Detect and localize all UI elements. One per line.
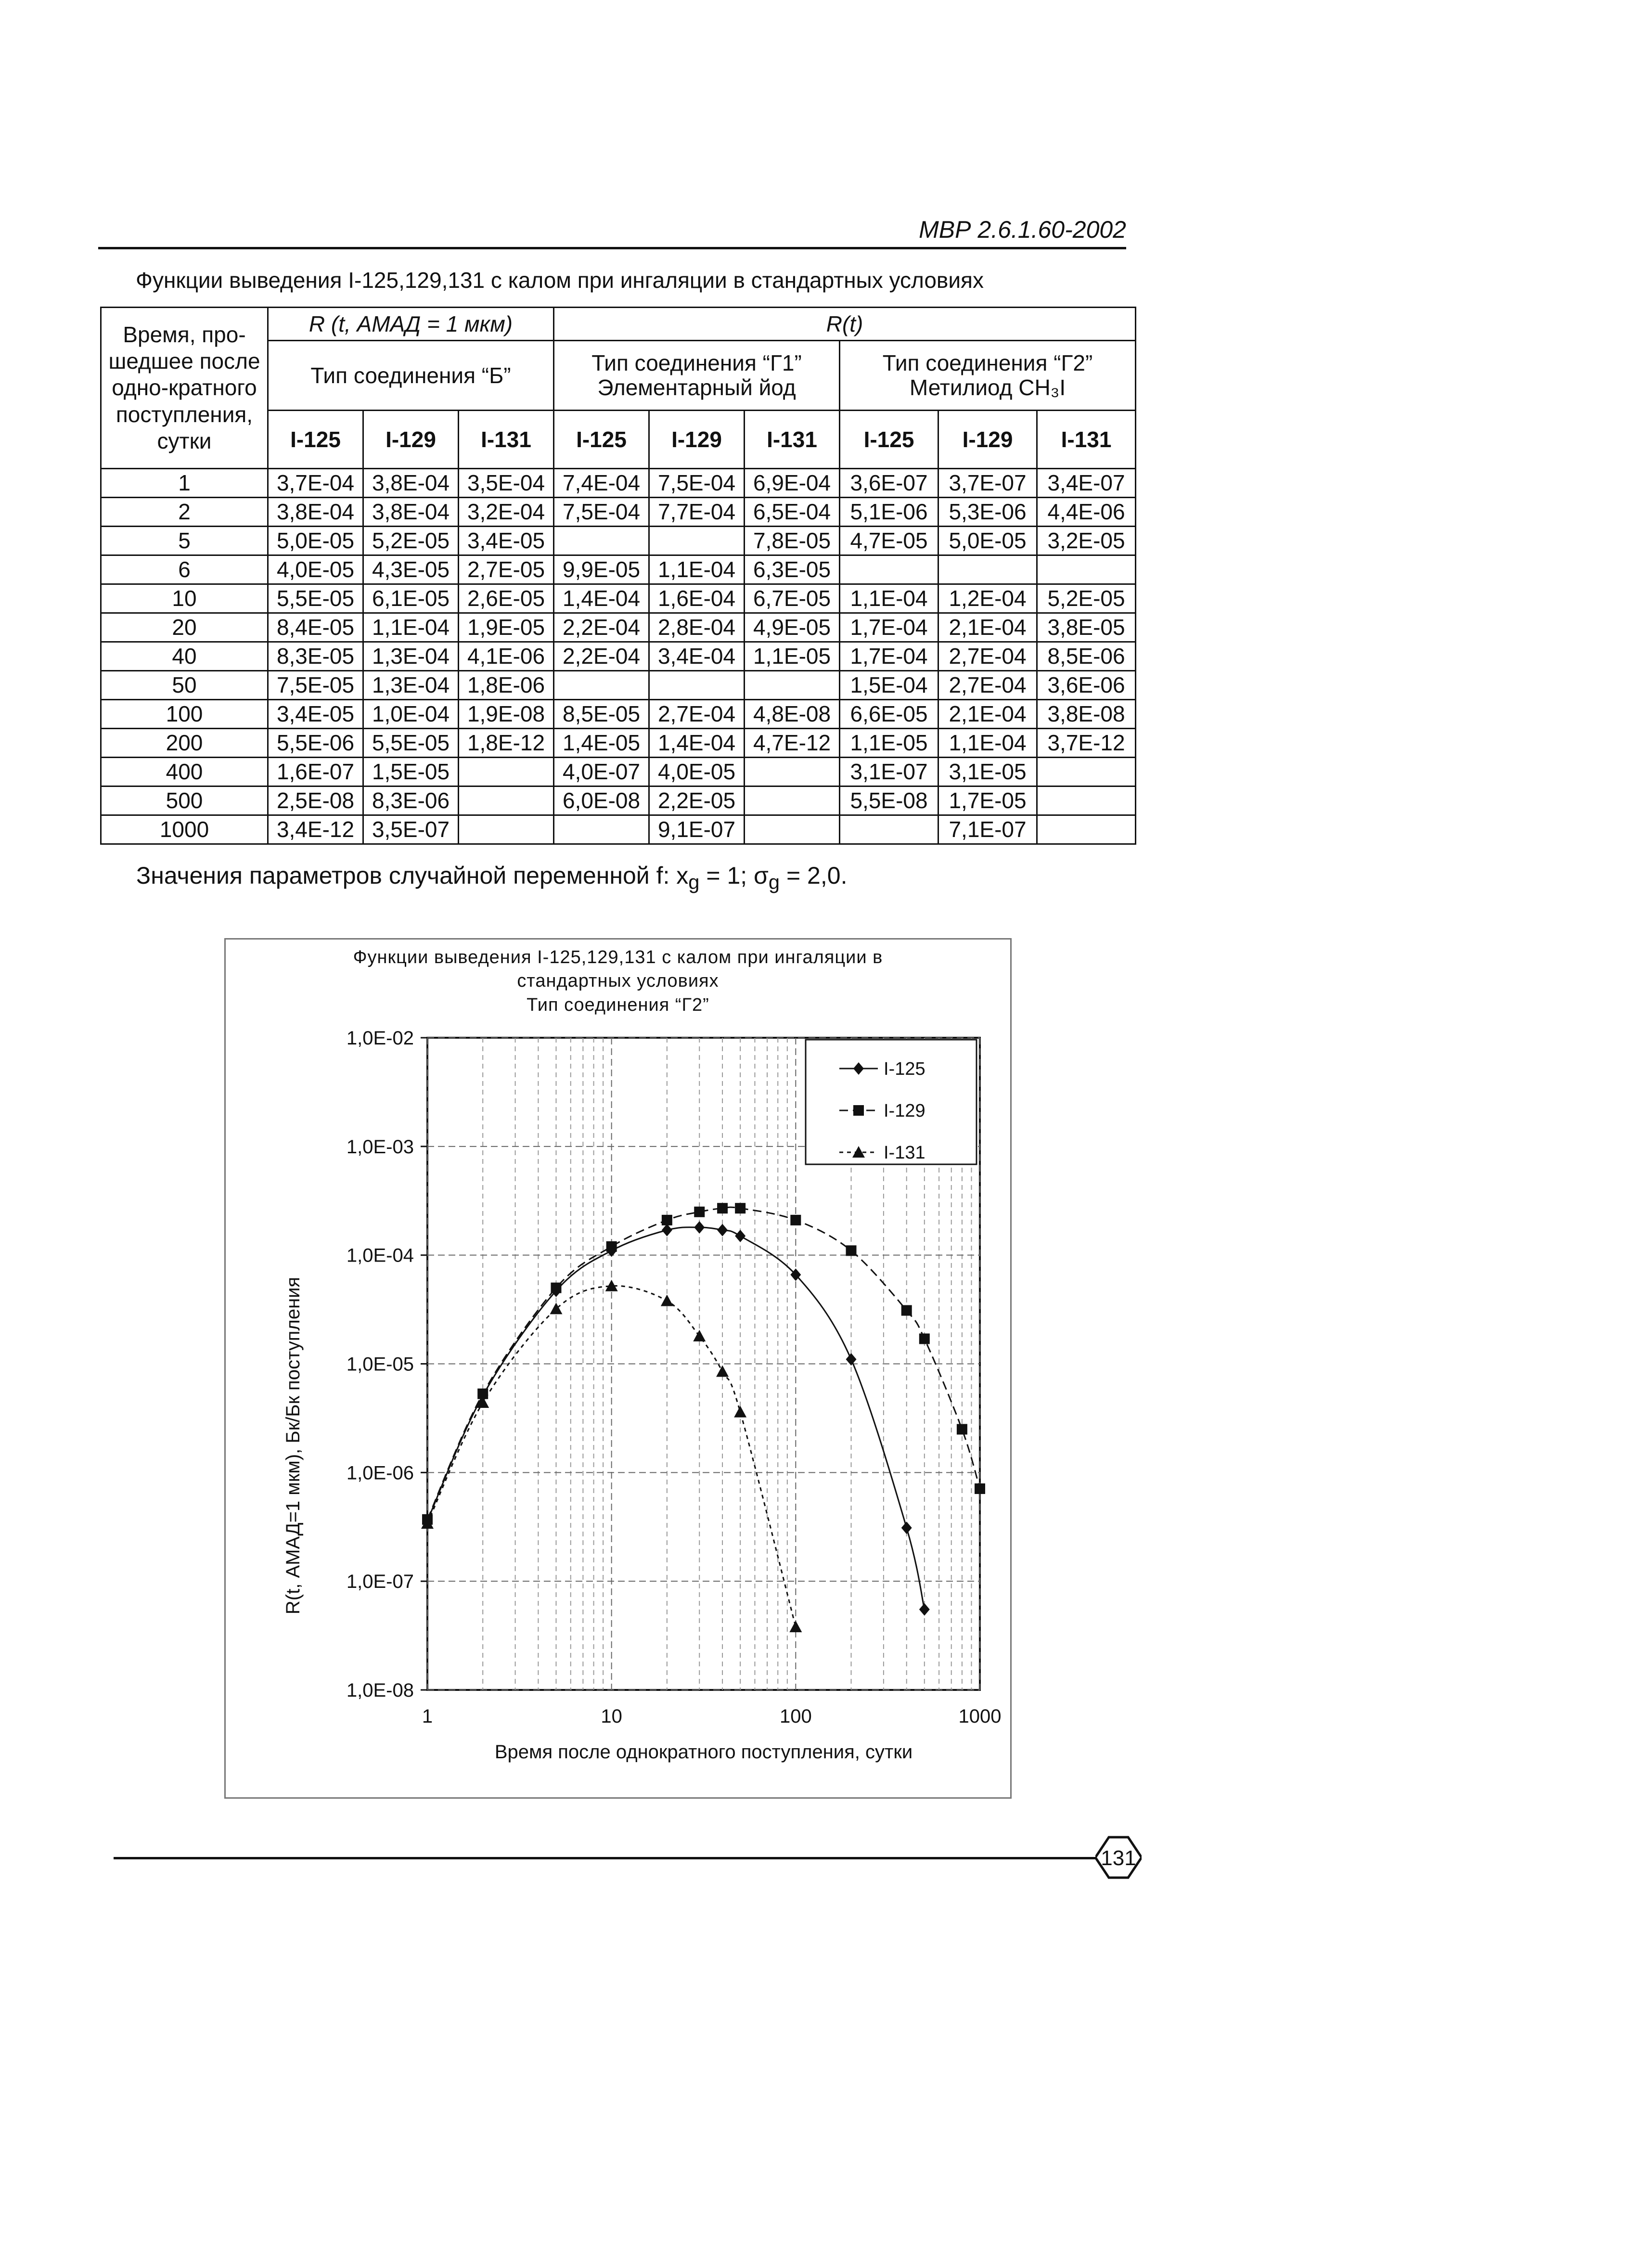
value-cell: 2,5E-08: [268, 786, 363, 815]
data-point-square: [717, 1203, 728, 1213]
value-cell: 4,3E-05: [363, 555, 459, 584]
value-cell: 1,8E-12: [459, 729, 554, 758]
time-cell: 500: [101, 786, 268, 815]
value-cell: 3,7E-12: [1037, 729, 1136, 758]
legend-label: I-125: [884, 1059, 925, 1079]
params-end: = 2,0.: [780, 862, 848, 889]
value-cell: 7,5E-05: [268, 671, 363, 700]
params-sub: g: [688, 871, 700, 893]
time-cell: 1000: [101, 815, 268, 844]
compound-header-g2: Тип соединения “Г2” Метилиод CH₃I: [840, 341, 1136, 411]
value-cell: 3,2E-05: [1037, 527, 1136, 555]
value-cell: 3,8E-04: [268, 498, 363, 527]
data-point-square: [853, 1105, 864, 1116]
value-cell: 1,2E-04: [938, 584, 1037, 613]
time-cell: 20: [101, 613, 268, 642]
value-cell: 5,5E-05: [363, 729, 459, 758]
value-cell: 2,7E-05: [459, 555, 554, 584]
y-tick-label: 1,0E-08: [346, 1680, 414, 1701]
value-cell: 1,6E-04: [649, 584, 745, 613]
value-cell: 8,5E-06: [1037, 642, 1136, 671]
time-cell: 10: [101, 584, 268, 613]
value-cell: 3,5E-07: [363, 815, 459, 844]
value-cell: 4,4E-06: [1037, 498, 1136, 527]
value-cell: 1,5E-05: [363, 758, 459, 786]
value-cell: 1,9E-08: [459, 700, 554, 729]
value-cell: 3,4E-07: [1037, 469, 1136, 498]
time-cell: 400: [101, 758, 268, 786]
isotope-header: I-129: [363, 411, 459, 469]
value-cell: 1,9E-05: [459, 613, 554, 642]
value-cell: 9,9E-05: [554, 555, 649, 584]
value-cell: 5,5E-05: [268, 584, 363, 613]
x-tick-label: 1: [422, 1706, 433, 1727]
legend-label: I-131: [884, 1143, 925, 1163]
isotope-header: I-131: [1037, 411, 1136, 469]
value-cell: 1,7E-04: [840, 642, 938, 671]
value-cell: 1,4E-04: [649, 729, 745, 758]
value-cell: 1,5E-04: [840, 671, 938, 700]
footer-rule: [114, 1857, 1099, 1859]
value-cell: 5,0E-05: [268, 527, 363, 555]
data-point-square: [662, 1215, 672, 1225]
value-cell: 4,9E-05: [745, 613, 840, 642]
value-cell: 5,1E-06: [840, 498, 938, 527]
params-sub: g: [768, 871, 780, 893]
data-point-square: [551, 1283, 561, 1293]
value-cell: 2,2E-04: [554, 642, 649, 671]
value-cell: 2,8E-04: [649, 613, 745, 642]
data-point-square: [694, 1207, 705, 1217]
value-cell: 1,7E-04: [840, 613, 938, 642]
value-cell: 1,1E-04: [363, 613, 459, 642]
value-cell: 8,3E-05: [268, 642, 363, 671]
time-cell: 100: [101, 700, 268, 729]
value-cell: 1,4E-04: [554, 584, 649, 613]
data-point-square: [957, 1424, 967, 1434]
x-tick-label: 10: [601, 1706, 622, 1727]
value-cell: 3,2E-04: [459, 498, 554, 527]
isotope-header: I-129: [938, 411, 1037, 469]
data-point-square: [901, 1305, 912, 1316]
value-cell: 8,3E-06: [363, 786, 459, 815]
value-cell: 3,4E-12: [268, 815, 363, 844]
value-cell: 9,1E-07: [649, 815, 745, 844]
value-cell: 3,7E-04: [268, 469, 363, 498]
y-tick-label: 1,0E-05: [346, 1353, 414, 1375]
value-cell: 1,1E-05: [745, 642, 840, 671]
value-cell: 7,4E-04: [554, 469, 649, 498]
time-cell: 6: [101, 555, 268, 584]
params-mid: = 1; σ: [699, 862, 769, 889]
value-cell: 5,5E-08: [840, 786, 938, 815]
value-cell: 5,2E-05: [1037, 584, 1136, 613]
data-point-square: [735, 1203, 745, 1213]
time-cell: 1: [101, 469, 268, 498]
value-cell: 4,0E-05: [649, 758, 745, 786]
data-point-square: [606, 1241, 617, 1252]
value-cell: 1,8E-06: [459, 671, 554, 700]
value-cell: 6,5E-04: [745, 498, 840, 527]
isotope-header: I-131: [745, 411, 840, 469]
y-tick-label: 1,0E-03: [346, 1136, 414, 1158]
value-cell: 2,7E-04: [649, 700, 745, 729]
isotope-header: I-125: [268, 411, 363, 469]
chart-title-line: стандартных условиях: [517, 971, 719, 992]
value-cell: 3,5E-04: [459, 469, 554, 498]
value-cell: 5,5E-06: [268, 729, 363, 758]
value-cell: 1,1E-04: [649, 555, 745, 584]
value-cell: 7,7E-04: [649, 498, 745, 527]
value-cell: 2,6E-05: [459, 584, 554, 613]
chart-subtitle: Тип соединения “Г2”: [527, 994, 709, 1015]
value-cell: 2,1E-04: [938, 700, 1037, 729]
value-cell: 2,1E-04: [938, 613, 1037, 642]
value-cell: 8,4E-05: [268, 613, 363, 642]
value-cell: 1,1E-04: [938, 729, 1037, 758]
value-cell: 1,6E-07: [268, 758, 363, 786]
y-tick-label: 1,0E-07: [346, 1571, 414, 1593]
value-cell: 3,4E-05: [268, 700, 363, 729]
document-code: МВР 2.6.1.60-2002: [919, 216, 1126, 243]
value-cell: 1,4E-05: [554, 729, 649, 758]
legend-label: I-129: [884, 1101, 925, 1121]
value-cell: 4,7E-12: [745, 729, 840, 758]
value-cell: 3,8E-04: [363, 498, 459, 527]
value-cell: 6,6E-05: [840, 700, 938, 729]
value-cell: 5,0E-05: [938, 527, 1037, 555]
x-tick-label: 1000: [958, 1706, 1002, 1727]
group-header-amad: R (t, АМАД = 1 мкм): [268, 308, 554, 341]
data-point-square: [975, 1483, 985, 1494]
y-axis-label: R(t, АМАД=1 мкм), Бк/Бк поступления: [283, 1276, 304, 1615]
compound-header-g1: Тип соединения “Г1” Элементарный йод: [554, 341, 840, 411]
chart-title-line: Функции выведения I-125,129,131 с калом при ингаляции в: [353, 947, 883, 967]
value-cell: 6,9E-04: [745, 469, 840, 498]
value-cell: 3,4E-05: [459, 527, 554, 555]
value-cell: 3,6E-07: [840, 469, 938, 498]
isotope-header: I-129: [649, 411, 745, 469]
value-cell: 4,1E-06: [459, 642, 554, 671]
value-cell: 5,3E-06: [938, 498, 1037, 527]
value-cell: 1,0E-04: [363, 700, 459, 729]
value-cell: 3,1E-07: [840, 758, 938, 786]
group-header-rt: R(t): [554, 308, 1136, 341]
isotope-header: I-125: [554, 411, 649, 469]
y-tick-label: 1,0E-04: [346, 1245, 414, 1266]
page-number: 131: [1101, 1846, 1136, 1870]
x-tick-label: 100: [779, 1706, 812, 1727]
data-point-square: [790, 1215, 801, 1225]
value-cell: 3,1E-05: [938, 758, 1037, 786]
value-cell: 7,5E-04: [649, 469, 745, 498]
compound-header-b: Тип соединения “Б”: [268, 341, 554, 411]
value-cell: 1,3E-04: [363, 671, 459, 700]
value-cell: 3,6E-06: [1037, 671, 1136, 700]
value-cell: 6,1E-05: [363, 584, 459, 613]
value-cell: 7,5E-04: [554, 498, 649, 527]
value-cell: 6,0E-08: [554, 786, 649, 815]
value-cell: 1,3E-04: [363, 642, 459, 671]
value-cell: 3,8E-04: [363, 469, 459, 498]
value-cell: 2,2E-05: [649, 786, 745, 815]
isotope-header: I-125: [840, 411, 938, 469]
value-cell: 4,7E-05: [840, 527, 938, 555]
value-cell: 3,8E-08: [1037, 700, 1136, 729]
value-cell: 2,7E-04: [938, 642, 1037, 671]
value-cell: 1,7E-05: [938, 786, 1037, 815]
time-cell: 5: [101, 527, 268, 555]
value-cell: 4,8E-08: [745, 700, 840, 729]
time-cell: 2: [101, 498, 268, 527]
time-column-header: Время, про-шедшее после одно-кратного поступления, сутки: [101, 308, 268, 469]
table-caption: Функции выведения I-125,129,131 с калом при ингаляции в стандартных условиях: [136, 268, 984, 293]
value-cell: 4,0E-07: [554, 758, 649, 786]
value-cell: 1,1E-04: [840, 584, 938, 613]
value-cell: 7,8E-05: [745, 527, 840, 555]
value-cell: 8,5E-05: [554, 700, 649, 729]
value-cell: 1,1E-05: [840, 729, 938, 758]
params-text: Значения параметров случайной переменной f: x: [136, 862, 689, 889]
time-cell: 50: [101, 671, 268, 700]
value-cell: 3,7E-07: [938, 469, 1037, 498]
time-cell: 200: [101, 729, 268, 758]
y-tick-label: 1,0E-06: [346, 1462, 414, 1484]
value-cell: 4,0E-05: [268, 555, 363, 584]
isotope-header: I-131: [459, 411, 554, 469]
data-point-square: [846, 1245, 857, 1256]
value-cell: 2,7E-04: [938, 671, 1037, 700]
value-cell: 7,1E-07: [938, 815, 1037, 844]
value-cell: 3,4E-04: [649, 642, 745, 671]
value-cell: 5,2E-05: [363, 527, 459, 555]
value-cell: 6,7E-05: [745, 584, 840, 613]
x-axis-label: Время после однократного поступления, сутки: [494, 1741, 913, 1763]
data-point-square: [919, 1333, 930, 1344]
value-cell: 3,8E-05: [1037, 613, 1136, 642]
value-cell: 6,3E-05: [745, 555, 840, 584]
value-cell: 2,2E-04: [554, 613, 649, 642]
time-cell: 40: [101, 642, 268, 671]
y-tick-label: 1,0E-02: [346, 1028, 414, 1049]
